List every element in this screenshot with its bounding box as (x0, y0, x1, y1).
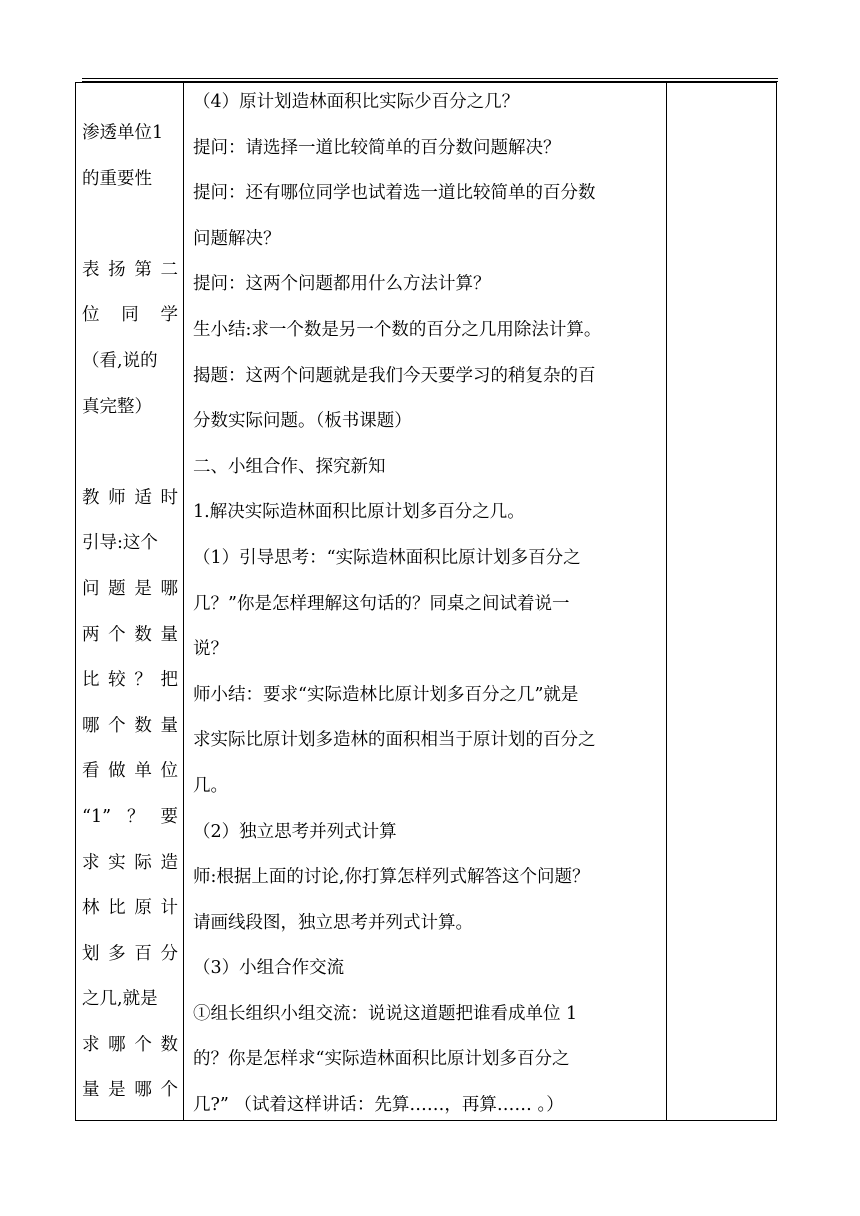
note-line: “1”？要 (82, 806, 178, 827)
process-line: 提问：请选择一道比较简单的百分数问题解决？ (193, 137, 561, 158)
note-line (82, 202, 178, 248)
process-line: 分数实际问题。（板书课题） (193, 411, 412, 432)
note-line: 比较？把 (82, 670, 178, 691)
process-line: 提问：这两个问题都用什么方法计算？ (193, 274, 491, 295)
note-line: 之几,就是 (82, 989, 158, 1010)
note-line: 渗透单位1 (82, 123, 164, 143)
process-line: 几？”你是怎样理解这句话的？同桌之间试着说一 (193, 593, 570, 614)
process-line: （1）引导思考：“实际造林面积比原计划多百分之 (193, 547, 581, 568)
process-line: 揭题：这两个问题就是我们今天要学习的稍复杂的百 (193, 365, 596, 386)
process-line: （3）小组合作交流 (193, 958, 345, 979)
process-line: 师小结：要求“实际造林比原计划多百分之几”就是 (193, 684, 579, 705)
note-line (82, 430, 178, 476)
note-line: 教师适时 (82, 487, 178, 508)
note-line: 引导:这个 (82, 533, 158, 554)
process-line: （4）原计划造林面积比实际少百分之几？ (193, 92, 520, 112)
note-line: 哪个数量 (82, 715, 178, 736)
process-line: 生小结:求一个数是另一个数的百分之几用除法计算。 (193, 319, 602, 340)
column-divider-1 (183, 82, 184, 1121)
lesson-process-column (193, 80, 660, 1129)
process-line: 1.解决实际造林面积比原计划多百分之几。 (193, 502, 525, 523)
note-line: 问题是哪 (82, 578, 178, 599)
note-line: 求实际造 (82, 852, 178, 873)
note-line: 林比原计 (82, 898, 178, 919)
note-line: 真完整） (82, 396, 152, 417)
process-line: 说？ (193, 639, 228, 660)
process-line: 二、小组合作、探究新知 (193, 456, 386, 477)
note-line: 位 同 学 (82, 305, 178, 326)
teacher-notes-column (82, 111, 178, 1114)
process-line: 求实际比原计划多造林的面积相当于原计划的百分之 (193, 730, 596, 751)
process-line: 的？你是怎样求“实际造林面积比原计划多百分之 (193, 1049, 570, 1070)
process-line: 几。 (193, 775, 228, 796)
note-line: 的重要性 (82, 168, 152, 189)
process-line: 请画线段图，独立思考并列式计算。 (193, 912, 473, 933)
note-line: （看,说的 (82, 350, 158, 371)
note-line: 量是哪个 (82, 1080, 178, 1101)
note-line: 求哪个数 (82, 1034, 178, 1055)
note-line: 两个数量 (82, 624, 178, 645)
note-line: 表扬第二 (82, 259, 178, 280)
process-line: （2）独立思考并列式计算 (193, 821, 397, 842)
process-line: 问题解决？ (193, 228, 281, 249)
process-line: 几?” （试着这样讲话：先算……，再算…… 。） (193, 1095, 564, 1116)
note-line: 划多百分 (82, 943, 178, 964)
empty-notes-column (672, 82, 772, 1121)
process-line: 师:根据上面的讨论,你打算怎样列式解答这个问题？ (193, 867, 590, 888)
note-line: 看做单位 (82, 761, 178, 782)
header-rule (82, 78, 778, 79)
process-line: ①组长组织小组交流：说说这道题把谁看成单位 1 (193, 1003, 578, 1024)
column-divider-2 (666, 82, 667, 1121)
process-line: 提问：还有哪位同学也试着选一道比较简单的百分数 (193, 183, 596, 204)
